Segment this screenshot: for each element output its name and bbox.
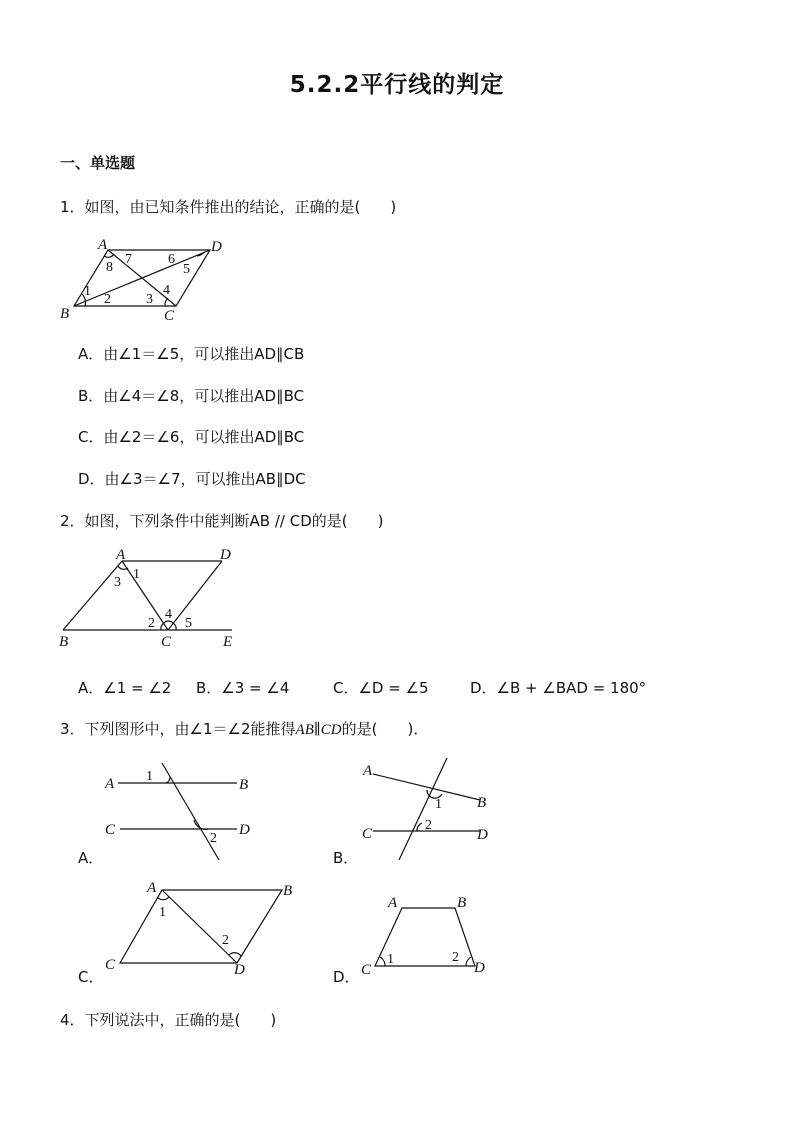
vertex-label-a: A: [98, 237, 108, 253]
angle-label-2: 2: [222, 933, 229, 948]
vertex-label-c: C: [161, 634, 172, 650]
label-d: D: [477, 827, 488, 843]
question-2-option-b[interactable]: B．∠3 = ∠4: [196, 679, 290, 697]
angle-label-1: 1: [435, 797, 442, 812]
question-1-figure: [55, 232, 245, 324]
vertex-label-b: B: [59, 634, 69, 650]
question-1-option-c[interactable]: C．由∠2＝∠6，可以推出AD∥BC: [78, 428, 305, 446]
label-d: D: [239, 822, 250, 838]
angle-label-7: 7: [125, 252, 132, 267]
angle-label-2: 2: [104, 292, 111, 307]
angle-label-4: 4: [165, 607, 172, 622]
label-b: B: [283, 883, 293, 899]
question-3-stem-suffix: 的是( )．: [341, 720, 429, 738]
label-b: B: [457, 895, 467, 911]
vertex-label-e: E: [223, 634, 233, 650]
question-3-figure-c: [100, 878, 300, 978]
angle-label-1: 1: [387, 952, 394, 967]
vertex-label-b: B: [60, 306, 70, 322]
label-b: B: [477, 795, 487, 811]
question-2-option-c[interactable]: C．∠D = ∠5: [333, 679, 429, 697]
label-a: A: [363, 763, 373, 779]
label-c: C: [105, 822, 116, 838]
angle-label-6: 6: [168, 252, 175, 267]
angle-label-2: 2: [452, 950, 459, 965]
question-3-figure-d: [355, 890, 505, 978]
angle-label-5: 5: [185, 616, 192, 631]
question-2-stem: 2．如图，下列条件中能判断AB // CD的是( ): [60, 512, 384, 530]
angle-label-4: 4: [163, 283, 170, 298]
vertex-label-a: A: [116, 547, 126, 563]
question-3-figure-a: [100, 760, 260, 864]
angle-label-1: 1: [133, 567, 140, 582]
angle-label-1: 1: [84, 284, 91, 299]
question-1-option-b[interactable]: B．由∠4＝∠8，可以推出AD∥BC: [78, 387, 305, 405]
label-a: A: [105, 776, 115, 792]
angle-label-2: 2: [210, 831, 217, 846]
angle-label-2: 2: [148, 616, 155, 631]
label-a: A: [388, 895, 398, 911]
section-heading: 一、单选题: [60, 154, 136, 172]
question-3-option-b[interactable]: B．: [333, 849, 359, 867]
question-3-stem-prefix: 3．下列图形中，由∠1＝∠2能推得: [60, 720, 296, 738]
label-c: C: [361, 962, 372, 978]
label-d: D: [234, 962, 245, 978]
question-2-figure: [55, 544, 245, 650]
angle-label-5: 5: [183, 262, 190, 277]
question-3-option-a[interactable]: A．: [78, 849, 104, 867]
label-c: C: [105, 957, 116, 973]
question-3-stem: [60, 718, 428, 739]
question-3-stem-math: AB∥CD: [295, 722, 342, 738]
label-d: D: [474, 960, 485, 976]
question-1-option-a[interactable]: A．由∠1＝∠5，可以推出AD∥CB: [78, 345, 305, 363]
question-3-option-c[interactable]: C．: [78, 968, 104, 986]
question-2-option-a[interactable]: A．∠1 = ∠2: [78, 679, 172, 697]
angle-label-1: 1: [146, 769, 153, 784]
vertex-label-d: D: [220, 547, 231, 563]
question-3-figure-b: [355, 756, 505, 864]
label-a: A: [147, 880, 157, 896]
angle-label-2: 2: [425, 818, 432, 833]
label-c: C: [362, 826, 373, 842]
angle-label-3: 3: [114, 575, 121, 590]
page-title: 5.2.2平行线的判定: [289, 72, 505, 98]
label-b: B: [239, 777, 249, 793]
segment-ab: [63, 561, 122, 630]
question-2-option-d[interactable]: D．∠B + ∠BAD = 180°: [470, 679, 647, 697]
segment-cd: [168, 561, 222, 630]
question-1-stem: 1．如图，由已知条件推出的结论，正确的是( ): [60, 198, 397, 216]
question-1-option-d[interactable]: D．由∠3＝∠7，可以推出AB∥DC: [78, 470, 306, 488]
angle-label-8: 8: [106, 260, 113, 275]
question-3-option-d[interactable]: D．: [333, 968, 360, 986]
vertex-label-d: D: [211, 239, 222, 255]
vertex-label-c: C: [164, 308, 175, 324]
segment-ac: [122, 561, 168, 630]
angle-label-3: 3: [146, 292, 153, 307]
question-4-stem: 4．下列说法中，正确的是( ): [60, 1011, 277, 1029]
angle-label-1: 1: [159, 905, 166, 920]
